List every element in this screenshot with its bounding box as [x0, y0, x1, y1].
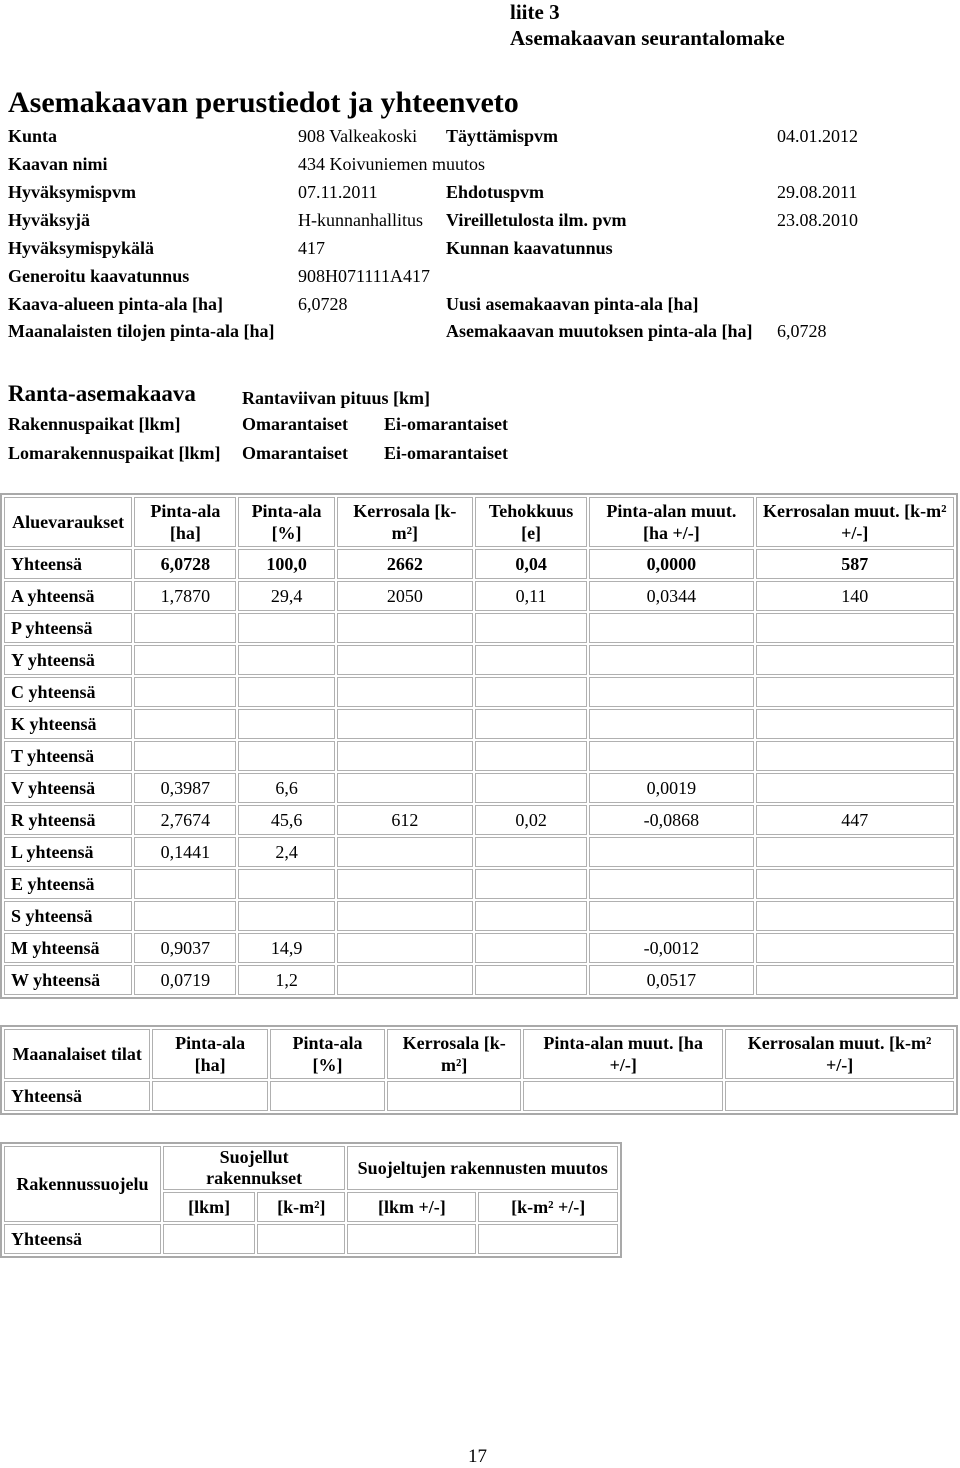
table-cell [152, 1081, 267, 1111]
table-cell [475, 773, 587, 803]
table-cell [725, 1081, 954, 1111]
lomarakennuspaikat-label: Lomarakennuspaikat [lkm] [8, 443, 221, 463]
table-cell [756, 965, 954, 995]
muutoksen-value: 6,0728 [777, 321, 827, 341]
table-cell [756, 613, 954, 643]
table-cell: 0,0719 [134, 965, 236, 995]
suojeltujen-muutos-header: Suojeltujen rakennusten muutos [347, 1146, 618, 1190]
column-header: Pinta-alan muut. [ha +/-] [589, 497, 753, 547]
table-cell: 45,6 [238, 805, 334, 835]
table-cell [134, 709, 236, 739]
table-cell: 0,02 [475, 805, 587, 835]
vireilletulo-value: 23.08.2010 [777, 210, 858, 230]
column-header: Aluevaraukset [4, 497, 132, 547]
table-row [4, 773, 954, 803]
table-cell: 0,0019 [589, 773, 753, 803]
maanalaiset-table [0, 1025, 958, 1115]
table-row [4, 837, 954, 867]
table-cell [756, 869, 954, 899]
generoitu-kaavatunnus-label: Generoitu kaavatunnus [8, 266, 190, 286]
column-header: Pinta-ala [%] [238, 497, 334, 547]
aluevaraukset-header-row [4, 497, 954, 547]
rakennussuojelu-total-row [4, 1224, 618, 1254]
maanalaiset-header: Kerrosala [k-m²] [387, 1029, 521, 1079]
table-cell [589, 645, 753, 675]
ranta-asemakaava-title: Ranta-asemakaava [8, 381, 196, 406]
row-label: Yhteensä [4, 549, 132, 579]
rakennuspaikat-omarantaiset: Omarantaiset [242, 414, 348, 434]
table-cell [475, 709, 587, 739]
maanalaiset-header-row [4, 1029, 954, 1079]
table-row [4, 549, 954, 579]
uusi-asemakaava-label: Uusi asemakaavan pinta-ala [ha] [446, 294, 699, 314]
table-cell [238, 741, 334, 771]
table-cell [475, 741, 587, 771]
table-cell [238, 709, 334, 739]
table-cell [337, 613, 473, 643]
table-cell [475, 965, 587, 995]
table-row [4, 901, 954, 931]
kaavan-nimi-value: 434 Koivuniemen muutos [298, 154, 485, 174]
row-label: E yhteensä [4, 869, 132, 899]
table-row [4, 741, 954, 771]
unit-header: [k-m² +/-] [478, 1192, 618, 1222]
row-label: Yhteensä [4, 1224, 161, 1254]
table-cell: -0,0012 [589, 933, 753, 963]
row-label: R yhteensä [4, 805, 132, 835]
table-cell: 140 [756, 581, 954, 611]
rakennussuojelu-table [0, 1142, 622, 1258]
table-cell [523, 1081, 723, 1111]
table-cell [756, 741, 954, 771]
row-label: S yhteensä [4, 901, 132, 931]
table-cell: 1,7870 [134, 581, 236, 611]
table-row [4, 933, 954, 963]
row-label: Y yhteensä [4, 645, 132, 675]
row-label: W yhteensä [4, 965, 132, 995]
table-cell [589, 709, 753, 739]
table-cell: 6,0728 [134, 549, 236, 579]
maanalaiset-total-row [4, 1081, 954, 1111]
lomarakennuspaikat-ei-omarantaiset: Ei-omarantaiset [384, 443, 508, 463]
table-cell: 1,2 [238, 965, 334, 995]
table-cell [589, 613, 753, 643]
table-cell [337, 869, 473, 899]
kaavan-nimi-label: Kaavan nimi [8, 154, 108, 174]
table-cell [337, 677, 473, 707]
table-cell: 29,4 [238, 581, 334, 611]
table-cell [270, 1081, 385, 1111]
table-cell [337, 901, 473, 931]
maanalaiset-header: Pinta-ala [ha] [152, 1029, 267, 1079]
hyvaksyja-value: H-kunnanhallitus [298, 210, 423, 230]
suojellut-header: Suojellut rakennukset [163, 1146, 345, 1190]
table-cell [238, 645, 334, 675]
page-title: Asemakaavan perustiedot ja yhteenveto [8, 86, 519, 119]
table-cell [589, 837, 753, 867]
unit-header: [lkm] [163, 1192, 255, 1222]
table-cell [134, 645, 236, 675]
table-cell [337, 837, 473, 867]
attachment-label: liite 3 [510, 0, 560, 24]
table-row [4, 581, 954, 611]
table-cell [134, 677, 236, 707]
table-cell [238, 677, 334, 707]
table-cell [475, 933, 587, 963]
ehdotuspvm-label: Ehdotuspvm [446, 182, 545, 202]
table-cell: 0,0344 [589, 581, 753, 611]
table-cell [756, 837, 954, 867]
maanalaiset-header: Pinta-alan muut. [ha +/-] [523, 1029, 723, 1079]
table-row [4, 869, 954, 899]
table-cell [589, 677, 753, 707]
table-cell [337, 773, 473, 803]
table-cell [756, 901, 954, 931]
rakennussuojelu-header-row [4, 1146, 618, 1190]
maanalaiset-header: Kerrosalan muut. [k-m² +/-] [725, 1029, 954, 1079]
hyvaksymispykala-label: Hyväksymispykälä [8, 238, 155, 258]
table-cell [163, 1224, 255, 1254]
form-title: Asemakaavan seurantalomake [510, 26, 785, 50]
table-cell [337, 645, 473, 675]
rantaviiva-label: Rantaviivan pituus [km] [242, 388, 431, 408]
muutoksen-label: Asemakaavan muutoksen pinta-ala [ha] [446, 321, 753, 341]
table-row [4, 709, 954, 739]
table-cell [134, 741, 236, 771]
rakennussuojelu-header: Rakennussuojelu [4, 1146, 161, 1222]
table-cell: 2,4 [238, 837, 334, 867]
table-cell [589, 741, 753, 771]
hyvaksymispykala-value: 417 [298, 238, 325, 258]
column-header: Kerrosala [k-m²] [337, 497, 473, 547]
table-cell [134, 613, 236, 643]
tayttamispvm-label: Täyttämispvm [446, 126, 558, 146]
table-cell: 0,04 [475, 549, 587, 579]
aluevaraukset-table [0, 493, 958, 999]
table-row [4, 677, 954, 707]
table-row [4, 645, 954, 675]
table-cell [589, 901, 753, 931]
table-cell: 0,9037 [134, 933, 236, 963]
table-cell [475, 869, 587, 899]
kaava-alue-value: 6,0728 [298, 294, 348, 314]
table-cell: 0,0000 [589, 549, 753, 579]
maanalaisten-label: Maanalaisten tilojen pinta-ala [ha] [8, 321, 275, 341]
tayttamispvm-value: 04.01.2012 [777, 126, 858, 146]
table-cell [756, 709, 954, 739]
table-cell: 6,6 [238, 773, 334, 803]
table-cell: 2050 [337, 581, 473, 611]
table-cell [756, 933, 954, 963]
table-cell: -0,0868 [589, 805, 753, 835]
table-row [4, 613, 954, 643]
page-number: 17 [468, 1446, 487, 1467]
table-cell [238, 613, 334, 643]
table-cell [478, 1224, 618, 1254]
table-cell [238, 869, 334, 899]
table-cell [589, 869, 753, 899]
table-cell [134, 901, 236, 931]
rakennuspaikat-label: Rakennuspaikat [lkm] [8, 414, 181, 434]
table-cell [134, 869, 236, 899]
rakennuspaikat-ei-omarantaiset: Ei-omarantaiset [384, 414, 508, 434]
table-cell [337, 709, 473, 739]
kaava-alue-label: Kaava-alueen pinta-ala [ha] [8, 294, 224, 314]
table-row [4, 805, 954, 835]
column-header: Tehokkuus [e] [475, 497, 587, 547]
unit-header: [k-m²] [257, 1192, 345, 1222]
table-cell [347, 1224, 476, 1254]
table-cell: 0,0517 [589, 965, 753, 995]
table-cell [475, 677, 587, 707]
table-cell: 587 [756, 549, 954, 579]
ehdotuspvm-value: 29.08.2011 [777, 182, 858, 202]
table-cell [475, 837, 587, 867]
hyvaksyja-label: Hyväksyjä [8, 210, 91, 230]
row-label: A yhteensä [4, 581, 132, 611]
table-cell: 447 [756, 805, 954, 835]
table-cell: 0,11 [475, 581, 587, 611]
lomarakennuspaikat-omarantaiset: Omarantaiset [242, 443, 348, 463]
row-label: T yhteensä [4, 741, 132, 771]
table-cell [238, 901, 334, 931]
hyvaksymispvm-label: Hyväksymispvm [8, 182, 137, 202]
table-row [4, 965, 954, 995]
hyvaksymispvm-value: 07.11.2011 [298, 182, 378, 202]
table-cell: 612 [337, 805, 473, 835]
table-cell: 2,7674 [134, 805, 236, 835]
row-label: L yhteensä [4, 837, 132, 867]
row-label: M yhteensä [4, 933, 132, 963]
generoitu-kaavatunnus-value: 908H071111A417 [298, 266, 430, 286]
kunta-label: Kunta [8, 126, 58, 146]
table-cell [257, 1224, 345, 1254]
vireilletulo-label: Vireilletulosta ilm. pvm [446, 210, 627, 230]
table-cell [475, 613, 587, 643]
table-cell [337, 933, 473, 963]
table-cell [756, 645, 954, 675]
table-cell: 2662 [337, 549, 473, 579]
kunnan-kaavatunnus-label: Kunnan kaavatunnus [446, 238, 613, 258]
table-cell [387, 1081, 521, 1111]
table-cell [337, 741, 473, 771]
table-cell: 0,1441 [134, 837, 236, 867]
table-cell: 14,9 [238, 933, 334, 963]
maanalaiset-header: Pinta-ala [%] [270, 1029, 385, 1079]
column-header: Pinta-ala [ha] [134, 497, 236, 547]
row-label: Yhteensä [4, 1081, 150, 1111]
row-label: K yhteensä [4, 709, 132, 739]
table-cell: 100,0 [238, 549, 334, 579]
unit-header: [lkm +/-] [347, 1192, 476, 1222]
table-cell [475, 901, 587, 931]
row-label: C yhteensä [4, 677, 132, 707]
kunta-value: 908 Valkeakoski [298, 126, 418, 146]
table-cell [756, 773, 954, 803]
row-label: V yhteensä [4, 773, 132, 803]
table-cell [756, 677, 954, 707]
table-cell [475, 645, 587, 675]
column-header: Kerrosalan muut. [k-m² +/-] [756, 497, 954, 547]
maanalaiset-header: Maanalaiset tilat [4, 1029, 150, 1079]
table-cell: 0,3987 [134, 773, 236, 803]
table-cell [337, 965, 473, 995]
row-label: P yhteensä [4, 613, 132, 643]
